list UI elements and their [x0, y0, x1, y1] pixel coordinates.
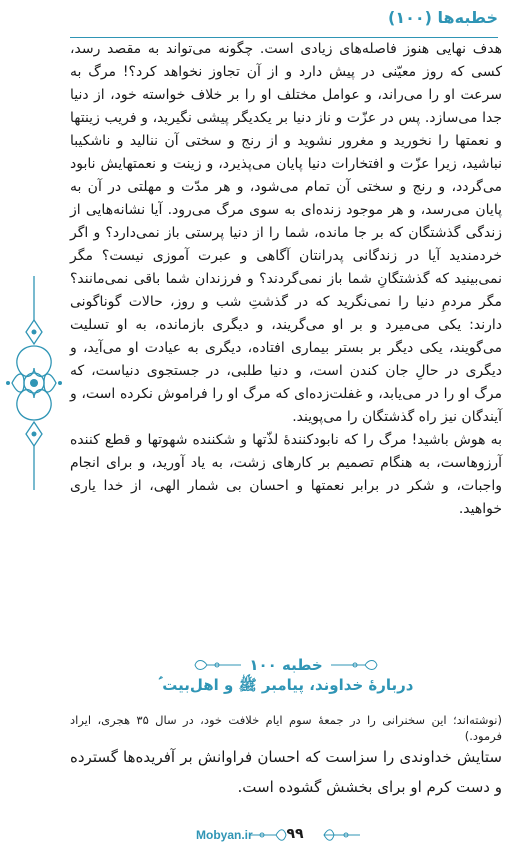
sermon-subtitle: دربارۀ خداوند، پیامبر ﷺ و اهل‌بیت ؑ — [158, 676, 414, 694]
page-number: ۹۹ — [286, 826, 304, 842]
sermon-note: (نوشته‌اند؛ این سخنرانی را در جمعۀ سوم ایام خلافت خود، در سال ۳۵ هجری، ایراد فرمود.) — [70, 713, 502, 743]
main-text — [70, 38, 502, 521]
running-title: خطبه‌ها (۱۰۰) — [388, 8, 498, 27]
page-footer — [0, 816, 520, 850]
sermon-paragraph: ستایش خداوندی را سزاست که احسان فراوانش بر آفریده‌ها گسترده و دست کرم او برای بخشش گشوده است. — [70, 748, 502, 796]
sermon-title: خطبه ۱۰۰ — [249, 656, 323, 674]
sermon-heading — [70, 656, 502, 698]
sermon-body — [70, 742, 502, 802]
flourish-right-icon — [331, 658, 379, 672]
page-header — [0, 6, 520, 36]
paragraph-1: هدف نهایی هنوز فاصله‌های زیادی است. چگونه می‌تواند به مقصد رسد، کسی که روز معیّنی در پیش دارد و از آن تجاوز نخواهد کرد؟! مرگ به سرعت او را می‌راند، و عوامل مختلف او را بر خلاف خواسته خود، از دنیا جدا می‌سازد. پس در عزّت و ناز دنیا بر یکدیگر پیشی نگیرید، و فریب زینتها و نعمتها را نخورید و مغرور نشوید و از رنج و سختی آن نناليد و ناشکیبا نباشید، زیرا عزّت و افتخارات دنیا پایان می‌پذیرد، و زینت و نعمتهایش نابود می‌گردد، و رنج و سختی آن تمام می‌شود، و هر مدّت و مهلتی در آن به پایان می‌رسد، و هر موجود زنده‌ای به سوی مرگ می‌رود. آیا نشانه‌هایی از زندگی گذشتگان که بر جا مانده، شما را از دنیا پرستی باز نمی‌دارد؟ و اگر خردمندید آیا در زندگانی پدرانتان آگاهی و عبرت آموزی نیست؟ مگر نمی‌بینید که گذشتگانِ شما باز نمی‌گردند؟ و فرزندان شما باقی نمی‌مانند؟ مگر مردمِ دنیا را نمی‌نگرید که در گذشتِ شب و روز، حالات گوناگونی دارند: یکی می‌میرد و بر او می‌گریند، و دیگری بازمانده، به او تسلیت می‌گویند، یکی دیگر بر بستر بیماری افتاده، دیگری به عیادت او می‌آید، و دیگری در حالِ جان کندن است، و دنیا طلبی، در جستجوی دنیاست، که مرگ او را در می‌یابد، و غفلت‌زده‌ای که مرگ او را فراموش نکرده است، و آیندگان نیز راه گذشتگان را می‌پویند. — [70, 41, 502, 425]
site-watermark: Mobyan.ir — [196, 828, 253, 842]
flourish-left-icon — [193, 658, 241, 672]
side-ornament-icon — [4, 276, 64, 490]
paragraph-2: به هوش باشید! مرگ را که نابودکنندۀ لذّتها و شکننده شهوتها و قطع کننده آرزوهاست، به هنگام تصمیم بر کارهای زشت، به یاد آورید، و برای انجام واجبات، و شکر در برابر نعمتها و احسان بی شمار الهی، از خدا یاری خواهید. — [70, 432, 502, 517]
